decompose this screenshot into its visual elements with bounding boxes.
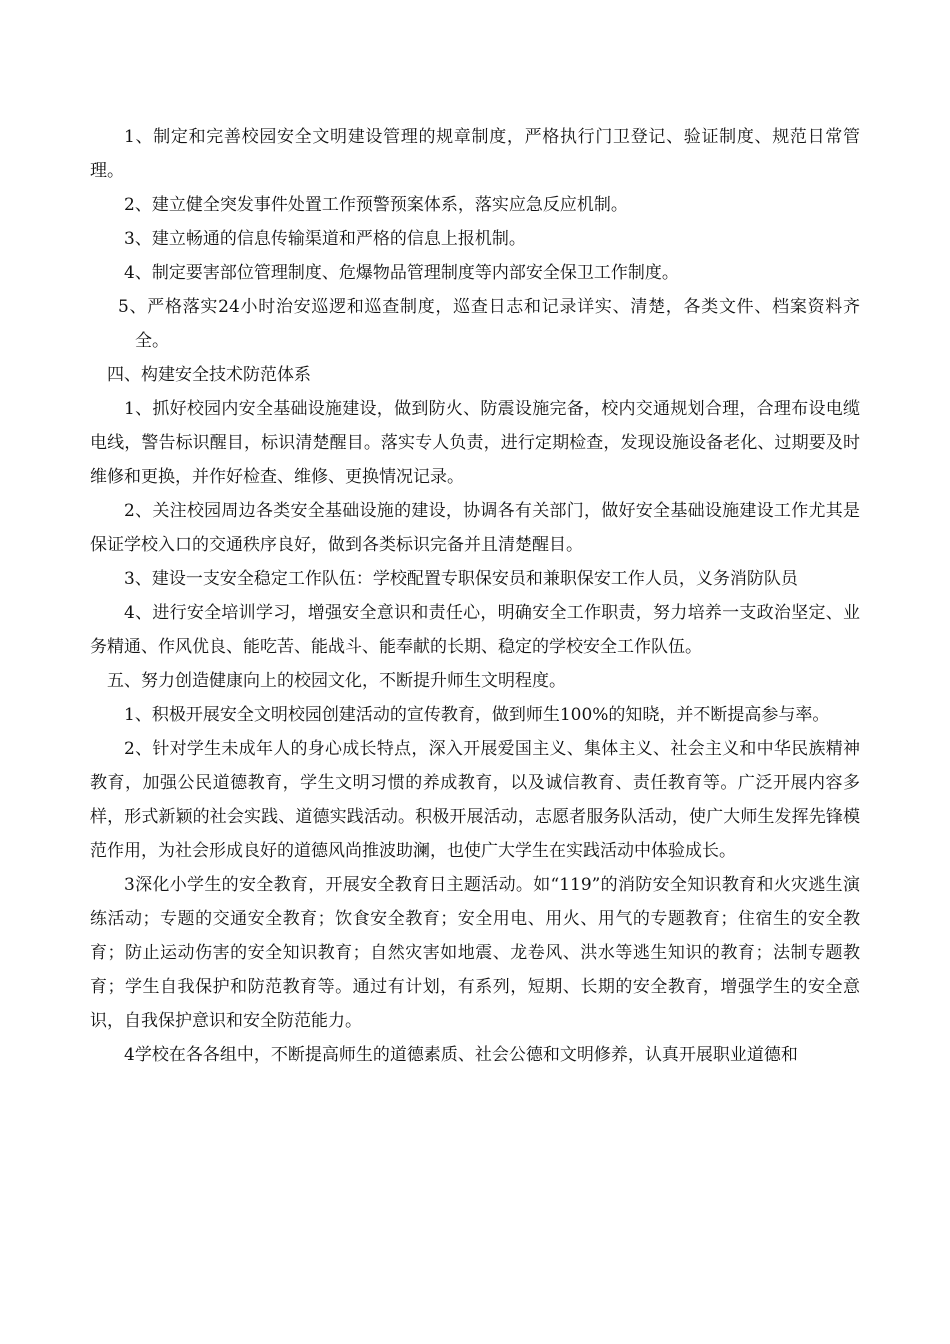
paragraph-1: 1、制定和完善校园安全文明建设管理的规章制度，严格执行门卫登记、验证制度、规范日常管理。	[90, 127, 860, 181]
section-heading-4: 四、构建安全技术防范体系	[107, 365, 311, 385]
paragraph-7: 2、关注校园周边各类安全基础设施的建设，协调各有关部门，做好安全基础设施建设工作尤其是保证学校入口的交通秩序良好，做到各类标识完备并且清楚醒目。	[90, 501, 860, 555]
paragraph-5: 5、严格落实24小时治安巡逻和巡查制度，巡查日志和记录详实、清楚，各类文件、档案资料齐全。	[118, 297, 860, 351]
paragraph-4: 4、制定要害部位管理制度、危爆物品管理制度等内部安全保卫工作制度。	[124, 263, 679, 283]
paragraph-6: 1、抓好校园内安全基础设施建设，做到防火、防震设施完备，校内交通规划合理，合理布设电缆电线，警告标识醒目，标识清楚醒目。落实专人负责，进行定期检查，发现设施设备老化、过期要及时维修和更换，并作好检查、维修、更换情况记录。	[90, 399, 860, 487]
paragraph-12: 3深化小学生的安全教育，开展安全教育日主题活动。如“119”的消防安全知识教育和火灾逃生演练活动；专题的交通安全教育；饮食安全教育；安全用电、用火、用气的专题教育；住宿生的安全教育；防止运动伤害的安全知识教育；自然灾害如地震、龙卷风、洪水等逃生知识的教育；法制专题教育；学生自我保护和防范教育等。通过有计划，有系列，短期、长期的安全教育，增强学生的安全意识，自我保护意识和安全防范能力。	[90, 875, 860, 1031]
paragraph-13: 4学校在各各组中，不断提高师生的道德素质、社会公德和文明修养，认真开展职业道德和	[124, 1045, 798, 1065]
paragraph-10: 1、积极开展安全文明校园创建活动的宣传教育，做到师生100%的知晓，并不断提高参与率。	[124, 705, 830, 725]
paragraph-8: 3、建设一支安全稳定工作队伍：学校配置专职保安员和兼职保安工作人员，义务消防队员	[124, 569, 798, 589]
section-heading-5: 五、努力创造健康向上的校园文化，不断提升师生文明程度。	[107, 671, 566, 691]
paragraph-9: 4、进行安全培训学习，增强安全意识和责任心，明确安全工作职责，努力培养一支政治坚定、业务精通、作风优良、能吃苦、能战斗、能奉献的长期、稳定的学校安全工作队伍。	[90, 603, 860, 657]
paragraph-2: 2、建立健全突发事件处置工作预警预案体系，落实应急反应机制。	[124, 195, 628, 215]
paragraph-3: 3、建立畅通的信息传输渠道和严格的信息上报机制。	[124, 229, 526, 249]
paragraph-11: 2、针对学生未成年人的身心成长特点，深入开展爱国主义、集体主义、社会主义和中华民族精神教育，加强公民道德教育，学生文明习惯的养成教育，以及诚信教育、责任教育等。广泛开展内容多样，形式新颖的社会实践、道德实践活动。积极开展活动，志愿者服务队活动，使广大师生发挥先锋模范作用，为社会形成良好的道德风尚推波助澜，也使广大学生在实践活动中体验成长。	[90, 739, 860, 861]
